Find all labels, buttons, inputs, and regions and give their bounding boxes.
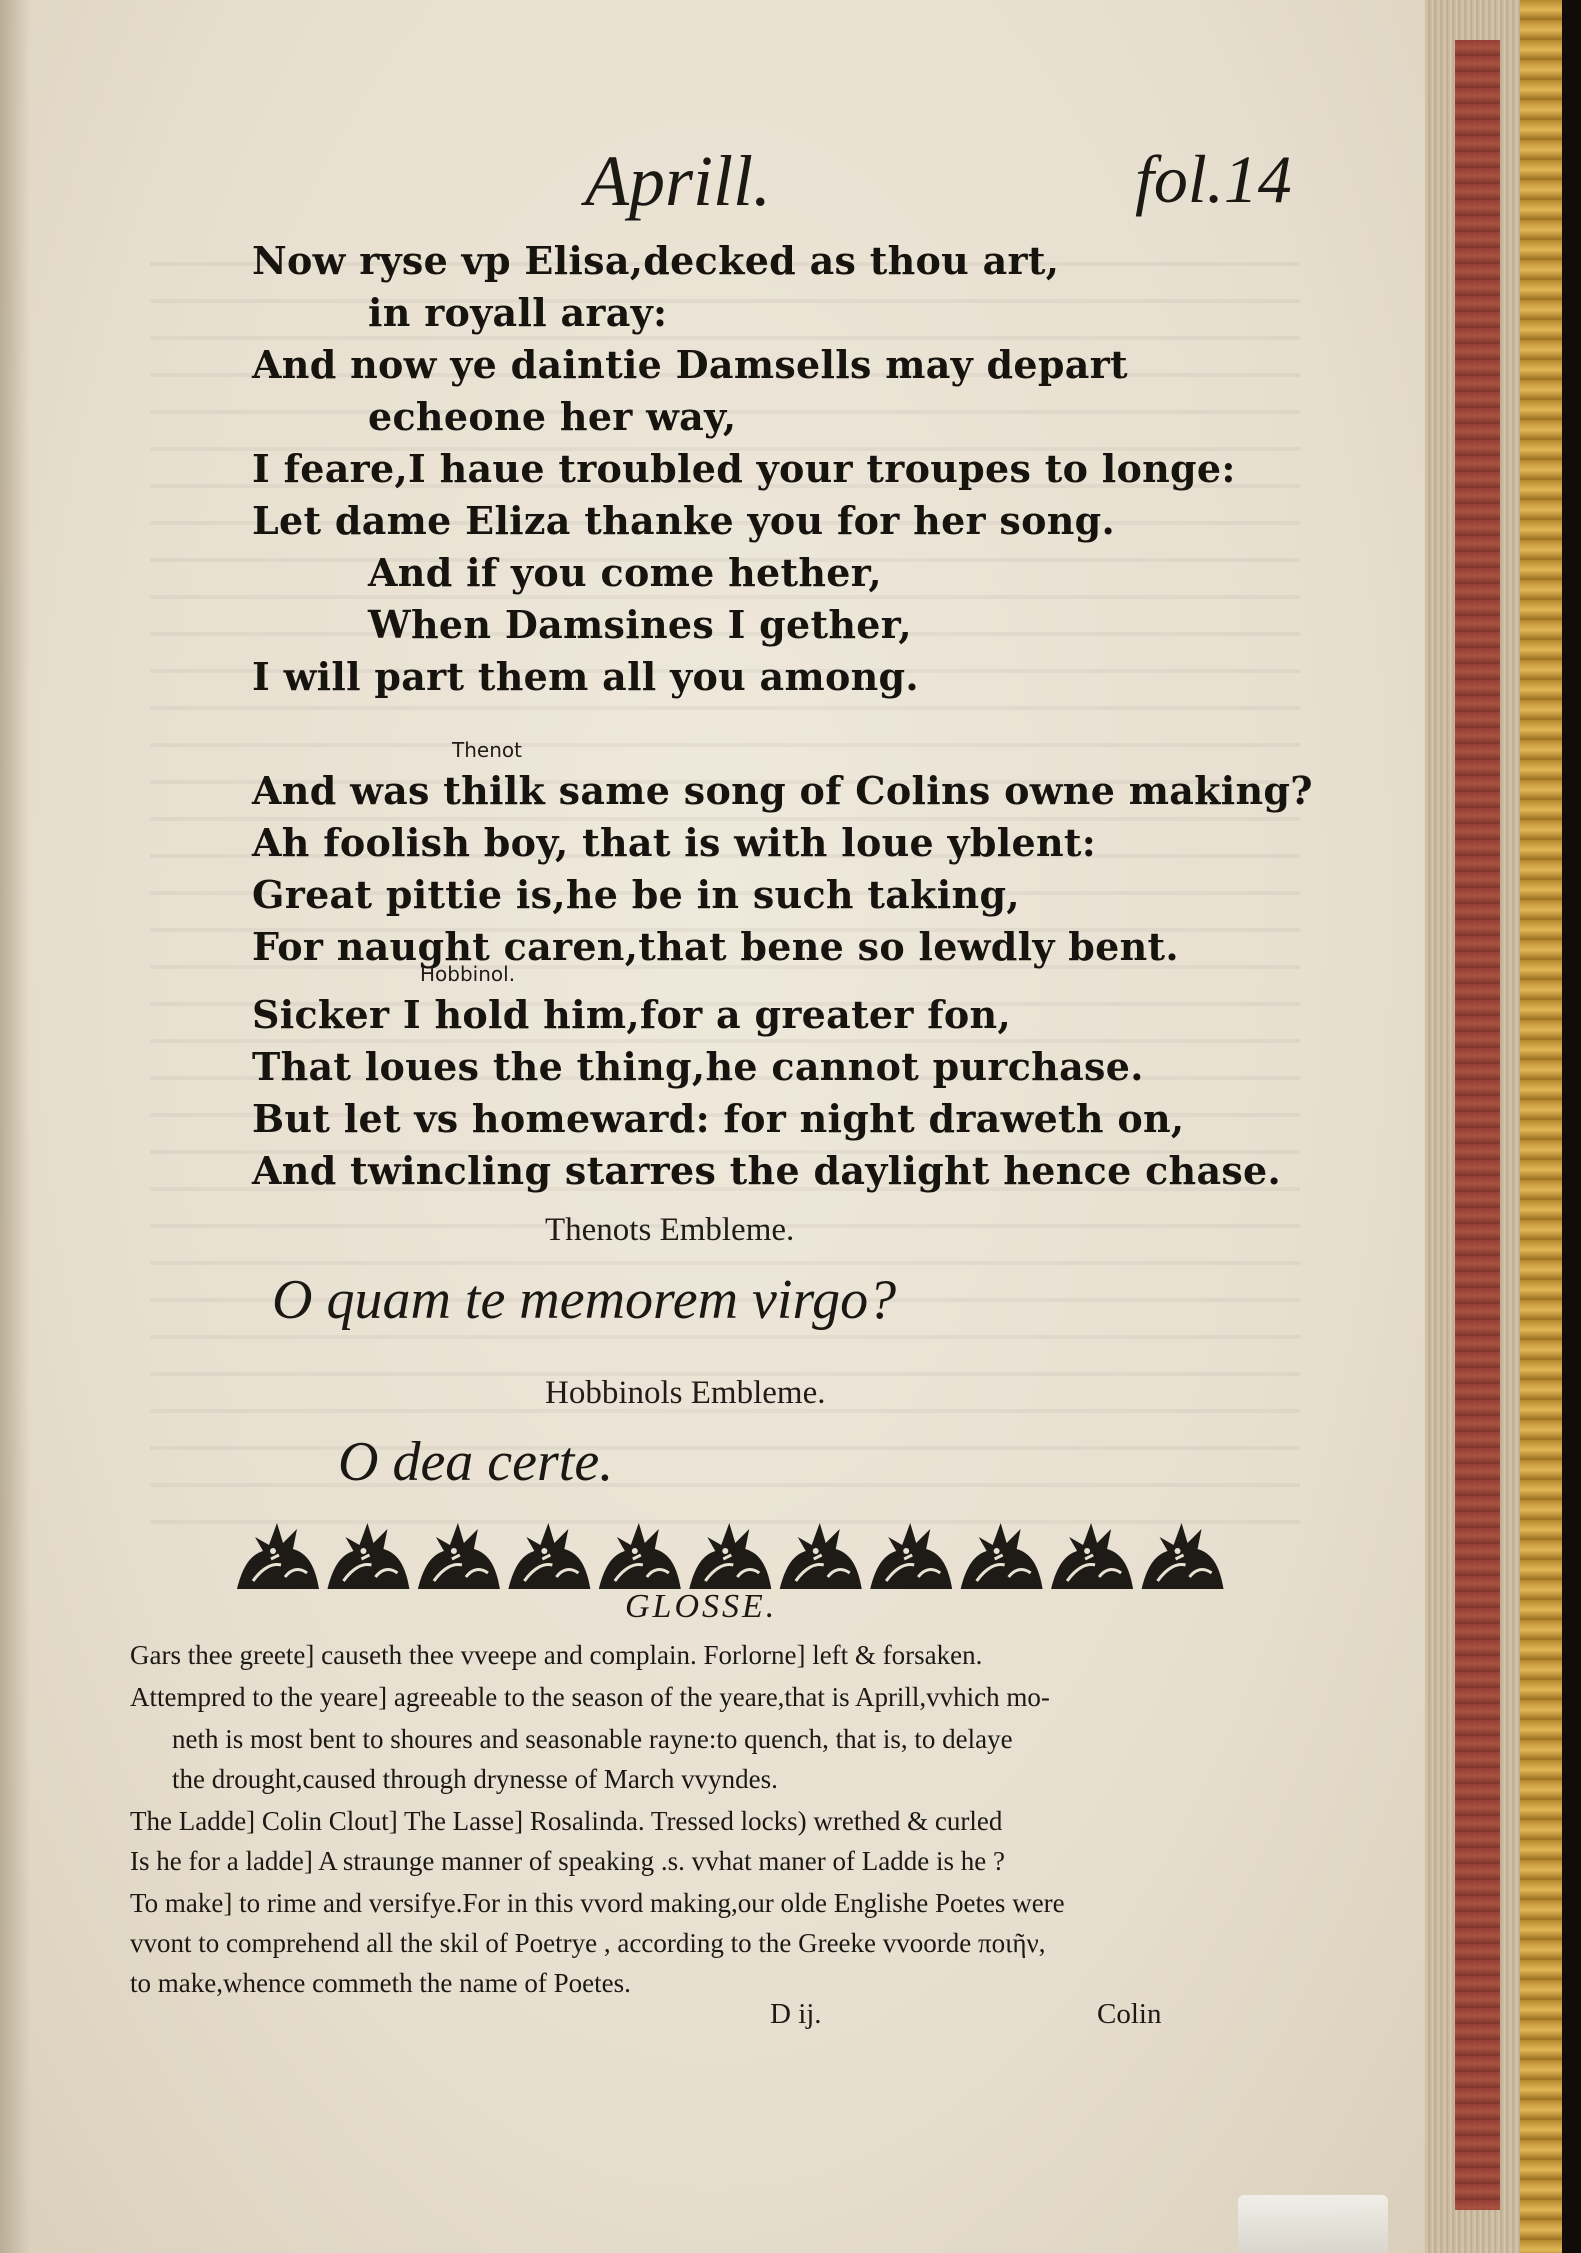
- verse-line: I will part them all you among.: [252, 654, 919, 699]
- gilt-edge: [1520, 0, 1562, 2253]
- verse-line: But let vs homeward: for night draweth on,: [252, 1096, 1185, 1141]
- printer-ornament-band: [233, 1515, 1228, 1593]
- ornament-tile: [780, 1523, 862, 1589]
- glosse-line: The Ladde] Colin Clout] The Lasse] Rosalinda. Tressed locks) wrethed & curled: [130, 1806, 1003, 1836]
- verse-line: Now ryse vp Elisa,decked as thou art,: [252, 238, 1060, 283]
- glosse-line: to make,whence commeth the name of Poetes.: [130, 1968, 631, 1998]
- emblem-heading: Thenots Embleme.: [545, 1212, 795, 1248]
- verse-line: And now ye daintie Damsells may depart: [252, 342, 1128, 387]
- verse-line: Sicker I hold him,for a greater fon,: [252, 992, 1011, 1037]
- ornament-tile: [327, 1523, 409, 1589]
- verse-line: Great pittie is,he be in such taking,: [252, 872, 1020, 917]
- red-edge-marbling: [1455, 40, 1500, 2210]
- ornament-tile: [1142, 1523, 1224, 1589]
- glosse-line: To make] to rime and versifye.For in this vvord making,our olde Englishe Poetes were: [130, 1888, 1065, 1918]
- glosse-line: vvont to comprehend all the skil of Poetrye , according to the Greeke vvoorde ποιῆν,: [130, 1928, 1046, 1958]
- ornament-tile: [870, 1523, 952, 1589]
- signature-mark: D ij.: [770, 1998, 822, 2030]
- verse-line: I feare,I haue troubled your troupes to longe:: [252, 446, 1236, 491]
- verse-line: Ah foolish boy, that is with loue yblent:: [252, 820, 1097, 865]
- speaker-label: Hobbinol.: [420, 962, 516, 986]
- running-head-title: Aprill.: [585, 141, 772, 221]
- background-edge: [1562, 0, 1581, 2253]
- glosse-line: Gars thee greete] causeth thee vveepe and complain. Forlorne] left & forsaken.: [130, 1640, 983, 1670]
- ornament-tile: [1051, 1523, 1133, 1589]
- ornament-tile: [418, 1523, 500, 1589]
- speaker-label: Thenot: [452, 738, 522, 762]
- verse-line: And twincling starres the daylight hence chase.: [252, 1148, 1282, 1193]
- glosse-line: Attempred to the yeare] agreeable to the season of the yeare,that is Aprill,vvhich mo-: [130, 1682, 1050, 1712]
- verse-line: Let dame Eliza thanke you for her song.: [252, 498, 1116, 543]
- verse-line: in royall aray:: [368, 290, 668, 335]
- glosse-line: neth is most bent to shoures and seasonable rayne:to quench, that is, to delaye: [172, 1724, 1013, 1754]
- verse-line: echeone her way,: [368, 394, 737, 439]
- verse-line: When Damsines I gether,: [368, 602, 912, 647]
- paper-tab: [1238, 2195, 1388, 2253]
- verse-line: And was thilk same song of Colins owne making?: [252, 768, 1313, 813]
- gutter-shadow: [0, 0, 30, 2253]
- ornament-tile: [508, 1523, 590, 1589]
- folio-number: fol.14: [1135, 141, 1292, 217]
- ornament-tile: [599, 1523, 681, 1589]
- glosse-heading: GLOSSE.: [625, 1588, 778, 1625]
- glosse-line: Is he for a ladde] A straunge manner of speaking .s. vvhat maner of Ladde is he ?: [130, 1846, 1005, 1876]
- verse-line: For naught caren,that bene so lewdly bent.: [252, 924, 1179, 969]
- ornament-tile: [689, 1523, 771, 1589]
- verse-line: That loues the thing,he cannot purchase.: [252, 1044, 1144, 1089]
- verse-line: And if you come hether,: [368, 550, 882, 595]
- emblem-heading: Hobbinols Embleme.: [545, 1375, 826, 1411]
- ornament-tile: [237, 1523, 319, 1589]
- emblem-motto: O dea certe.: [338, 1431, 614, 1493]
- glosse-line: the drought,caused through drynesse of March vvyndes.: [172, 1764, 778, 1794]
- ornament-tile: [961, 1523, 1043, 1589]
- catchword: Colin: [1097, 1998, 1162, 2030]
- emblem-motto: O quam te memorem virgo?: [272, 1269, 897, 1331]
